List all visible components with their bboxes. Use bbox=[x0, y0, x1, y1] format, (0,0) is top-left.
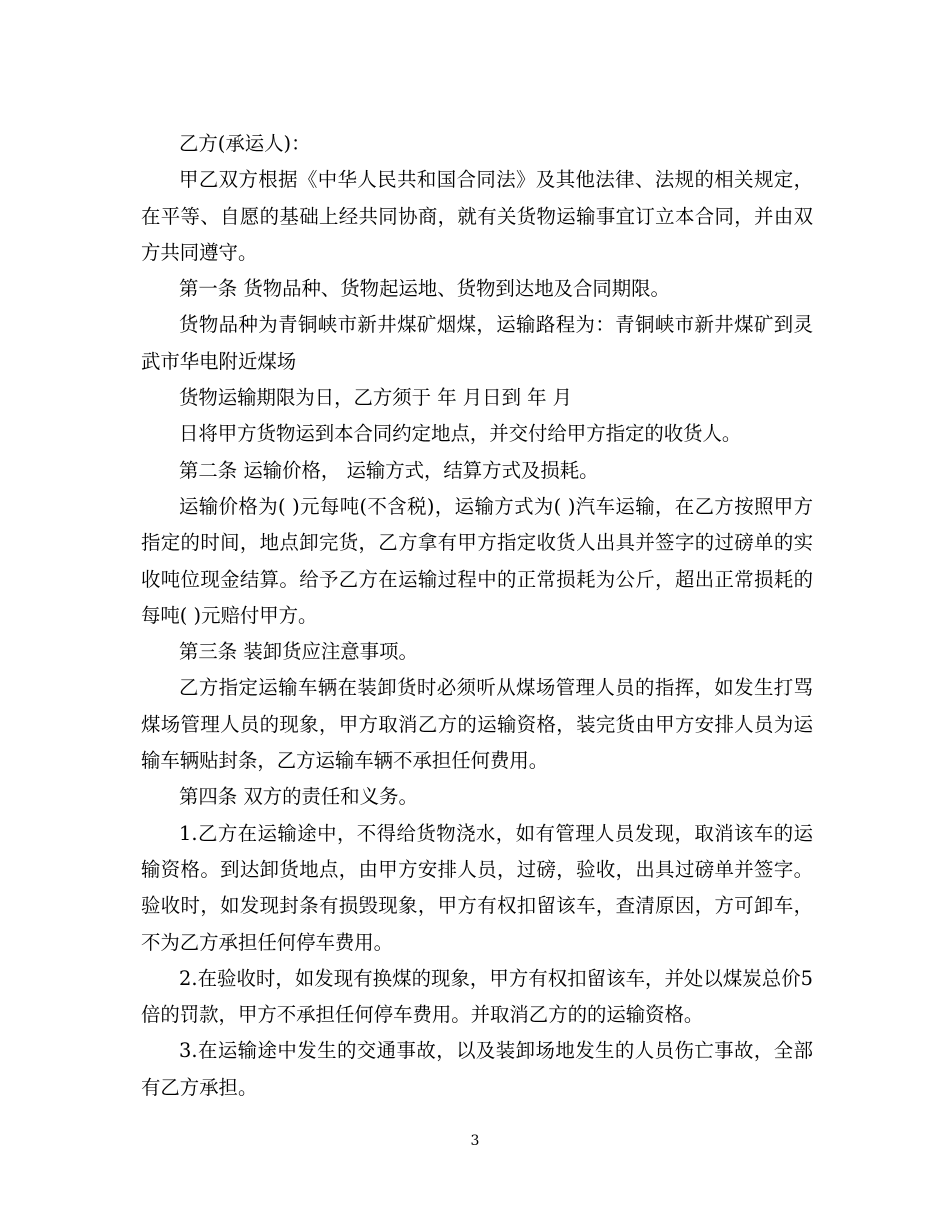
preamble-paragraph: 甲乙双方根据《中华人民共和国合同法》及其他法律、法规的相关规定，在平等、自愿的基础上经共同协商，就有关货物运输事宜订立本合同，并由双方共同遵守。 bbox=[141, 168, 813, 264]
article-1-delivery-paragraph: 日将甲方货物运到本合同约定地点，并交付给甲方指定的收货人。 bbox=[179, 422, 742, 446]
document-body bbox=[141, 126, 813, 1106]
party-b-line: 乙方(承运人)： bbox=[179, 132, 311, 155]
page-number: 3 bbox=[470, 1133, 480, 1149]
article-1-goods-paragraph: 货物品种为青铜峡市新井煤矿烟煤，运输路程为：青铜峡市新井煤矿到灵武市华电附近煤场 bbox=[141, 313, 813, 373]
article-4-item-2: 2.在验收时，如发现有换煤的现象，甲方有权扣留该车，并处以煤炭总价5倍的罚款，甲方不承担任何停车费用。并取消乙方的的运输资格。 bbox=[141, 966, 813, 1027]
article-2-heading: 第二条 运输价格， 运输方式，结算方式及损耗。 bbox=[179, 458, 599, 482]
article-3-heading: 第三条 装卸货应注意事项。 bbox=[179, 640, 418, 664]
article-2-price-paragraph: 运输价格为( )元每吨(不含税)，运输方式为( )汽车运输，在乙方按照甲方指定的时间，地点卸完货，乙方拿有甲方指定收货人出具并签字的过磅单的实收吨位现金结算。给予乙方在运输过程中的正常损耗为公斤，超出正常损耗的每吨( )元赔付甲方。 bbox=[141, 494, 813, 627]
article-1-heading: 第一条 货物品种、货物起运地、货物到达地及合同期限。 bbox=[179, 277, 670, 301]
article-4-item-1: 1.乙方在运输途中，不得给货物浇水，如有管理人员发现，取消该车的运输资格。到达卸货地点，由甲方安排人员，过磅，验收，出具过磅单并签字。验收时，如发现封条有损毁现象，甲方有权扣留该车，查清原因，方可卸车，不为乙方承担任何停车费用。 bbox=[141, 821, 813, 954]
article-4-heading: 第四条 双方的责任和义务。 bbox=[179, 785, 418, 809]
article-4-item-3: 3.在运输途中发生的交通事故，以及装卸场地发生的人员伤亡事故，全部有乙方承担。 bbox=[141, 1039, 813, 1099]
article-1-period-paragraph: 货物运输期限为日，乙方须于 年 月日到 年 月 bbox=[179, 386, 573, 410]
article-3-loading-paragraph: 乙方指定运输车辆在装卸货时必须听从煤场管理人员的指挥，如发生打骂煤场管理人员的现象，甲方取消乙方的运输资格，装完货由甲方安排人员为运输车辆贴封条，乙方运输车辆不承担任何费用。 bbox=[141, 676, 813, 773]
